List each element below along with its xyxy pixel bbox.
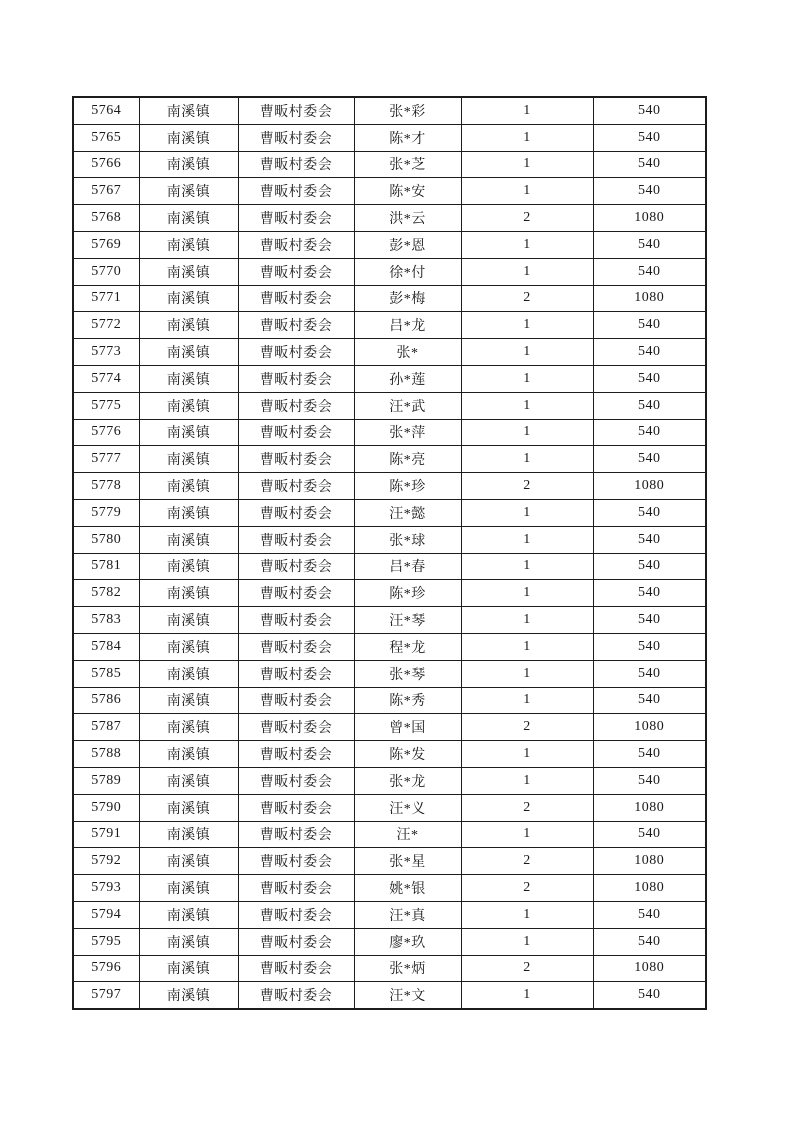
cell-village: 曹畈村委会 <box>238 928 354 955</box>
cell-town: 南溪镇 <box>139 473 238 500</box>
cell-name: 张*星 <box>354 848 461 875</box>
cell-name: 陈*秀 <box>354 687 461 714</box>
table-row <box>73 499 706 526</box>
cell-town: 南溪镇 <box>139 526 238 553</box>
cell-name: 张*芝 <box>354 151 461 178</box>
cell-name: 吕*龙 <box>354 312 461 339</box>
cell-village: 曹畈村委会 <box>238 446 354 473</box>
cell-town: 南溪镇 <box>139 580 238 607</box>
table-row <box>73 901 706 928</box>
cell-count: 1 <box>461 660 593 687</box>
cell-name: 汪*真 <box>354 901 461 928</box>
cell-id: 5780 <box>73 526 139 553</box>
cell-town: 南溪镇 <box>139 392 238 419</box>
cell-id: 5779 <box>73 499 139 526</box>
cell-amount: 540 <box>593 928 706 955</box>
cell-id: 5773 <box>73 339 139 366</box>
table-row <box>73 875 706 902</box>
cell-village: 曹畈村委会 <box>238 339 354 366</box>
cell-amount: 540 <box>593 365 706 392</box>
cell-village: 曹畈村委会 <box>238 258 354 285</box>
cell-amount: 1080 <box>593 955 706 982</box>
table-row <box>73 473 706 500</box>
cell-name: 张*炳 <box>354 955 461 982</box>
cell-village: 曹畈村委会 <box>238 419 354 446</box>
cell-village: 曹畈村委会 <box>238 365 354 392</box>
cell-id: 5768 <box>73 205 139 232</box>
cell-village: 曹畈村委会 <box>238 124 354 151</box>
cell-name: 汪*琴 <box>354 607 461 634</box>
cell-village: 曹畈村委会 <box>238 526 354 553</box>
cell-name: 彭*恩 <box>354 231 461 258</box>
table-row <box>73 580 706 607</box>
cell-name: 张*彩 <box>354 97 461 124</box>
cell-id: 5781 <box>73 553 139 580</box>
cell-town: 南溪镇 <box>139 767 238 794</box>
cell-count: 2 <box>461 875 593 902</box>
cell-name: 洪*云 <box>354 205 461 232</box>
cell-town: 南溪镇 <box>139 339 238 366</box>
cell-name: 汪*懿 <box>354 499 461 526</box>
cell-count: 1 <box>461 231 593 258</box>
cell-id: 5770 <box>73 258 139 285</box>
cell-amount: 1080 <box>593 794 706 821</box>
cell-count: 1 <box>461 741 593 768</box>
cell-count: 1 <box>461 553 593 580</box>
table-row <box>73 821 706 848</box>
cell-village: 曹畈村委会 <box>238 901 354 928</box>
cell-id: 5772 <box>73 312 139 339</box>
cell-id: 5776 <box>73 419 139 446</box>
cell-count: 1 <box>461 526 593 553</box>
cell-id: 5794 <box>73 901 139 928</box>
cell-amount: 1080 <box>593 205 706 232</box>
cell-town: 南溪镇 <box>139 419 238 446</box>
cell-town: 南溪镇 <box>139 231 238 258</box>
table-row <box>73 526 706 553</box>
cell-village: 曹畈村委会 <box>238 499 354 526</box>
cell-village: 曹畈村委会 <box>238 312 354 339</box>
table-row <box>73 392 706 419</box>
cell-town: 南溪镇 <box>139 97 238 124</box>
cell-count: 1 <box>461 97 593 124</box>
cell-amount: 540 <box>593 258 706 285</box>
cell-count: 2 <box>461 714 593 741</box>
cell-amount: 540 <box>593 580 706 607</box>
cell-count: 1 <box>461 178 593 205</box>
cell-amount: 540 <box>593 124 706 151</box>
cell-village: 曹畈村委会 <box>238 660 354 687</box>
cell-count: 1 <box>461 151 593 178</box>
cell-id: 5767 <box>73 178 139 205</box>
cell-count: 1 <box>461 633 593 660</box>
cell-id: 5791 <box>73 821 139 848</box>
table-row <box>73 607 706 634</box>
cell-name: 汪*武 <box>354 392 461 419</box>
table-row <box>73 124 706 151</box>
cell-town: 南溪镇 <box>139 741 238 768</box>
cell-amount: 540 <box>593 821 706 848</box>
cell-town: 南溪镇 <box>139 312 238 339</box>
cell-amount: 540 <box>593 982 706 1009</box>
cell-count: 1 <box>461 339 593 366</box>
cell-amount: 1080 <box>593 473 706 500</box>
cell-name: 姚*银 <box>354 875 461 902</box>
cell-id: 5778 <box>73 473 139 500</box>
cell-amount: 1080 <box>593 285 706 312</box>
cell-town: 南溪镇 <box>139 499 238 526</box>
cell-count: 1 <box>461 821 593 848</box>
table-row <box>73 97 706 124</box>
table-row <box>73 660 706 687</box>
cell-village: 曹畈村委会 <box>238 231 354 258</box>
cell-count: 2 <box>461 285 593 312</box>
subsidy-table <box>72 96 707 1010</box>
cell-id: 5790 <box>73 794 139 821</box>
cell-village: 曹畈村委会 <box>238 205 354 232</box>
cell-name: 程*龙 <box>354 633 461 660</box>
cell-amount: 540 <box>593 660 706 687</box>
cell-town: 南溪镇 <box>139 982 238 1009</box>
cell-amount: 540 <box>593 741 706 768</box>
cell-count: 2 <box>461 205 593 232</box>
table-row <box>73 687 706 714</box>
cell-village: 曹畈村委会 <box>238 285 354 312</box>
cell-amount: 1080 <box>593 848 706 875</box>
cell-town: 南溪镇 <box>139 151 238 178</box>
cell-amount: 540 <box>593 633 706 660</box>
cell-id: 5769 <box>73 231 139 258</box>
cell-amount: 540 <box>593 446 706 473</box>
cell-town: 南溪镇 <box>139 553 238 580</box>
cell-village: 曹畈村委会 <box>238 633 354 660</box>
cell-town: 南溪镇 <box>139 901 238 928</box>
cell-id: 5788 <box>73 741 139 768</box>
cell-id: 5793 <box>73 875 139 902</box>
cell-id: 5782 <box>73 580 139 607</box>
cell-name: 徐*付 <box>354 258 461 285</box>
cell-id: 5784 <box>73 633 139 660</box>
table-row <box>73 312 706 339</box>
cell-name: 张*萍 <box>354 419 461 446</box>
cell-village: 曹畈村委会 <box>238 714 354 741</box>
cell-village: 曹畈村委会 <box>238 473 354 500</box>
cell-town: 南溪镇 <box>139 794 238 821</box>
cell-count: 1 <box>461 580 593 607</box>
cell-village: 曹畈村委会 <box>238 687 354 714</box>
cell-town: 南溪镇 <box>139 660 238 687</box>
cell-count: 2 <box>461 794 593 821</box>
cell-id: 5796 <box>73 955 139 982</box>
cell-name: 孙*莲 <box>354 365 461 392</box>
cell-count: 1 <box>461 392 593 419</box>
cell-village: 曹畈村委会 <box>238 982 354 1009</box>
cell-id: 5771 <box>73 285 139 312</box>
cell-name: 陈*安 <box>354 178 461 205</box>
cell-name: 陈*才 <box>354 124 461 151</box>
table-row <box>73 285 706 312</box>
table-row <box>73 446 706 473</box>
cell-amount: 540 <box>593 312 706 339</box>
cell-count: 1 <box>461 258 593 285</box>
cell-name: 汪* <box>354 821 461 848</box>
cell-id: 5774 <box>73 365 139 392</box>
table-row <box>73 419 706 446</box>
cell-village: 曹畈村委会 <box>238 767 354 794</box>
cell-amount: 540 <box>593 151 706 178</box>
cell-name: 吕*春 <box>354 553 461 580</box>
cell-id: 5783 <box>73 607 139 634</box>
table-row <box>73 848 706 875</box>
cell-amount: 1080 <box>593 875 706 902</box>
table-row <box>73 794 706 821</box>
cell-town: 南溪镇 <box>139 205 238 232</box>
cell-name: 张* <box>354 339 461 366</box>
cell-id: 5766 <box>73 151 139 178</box>
cell-id: 5789 <box>73 767 139 794</box>
cell-id: 5765 <box>73 124 139 151</box>
cell-amount: 540 <box>593 392 706 419</box>
cell-town: 南溪镇 <box>139 714 238 741</box>
cell-town: 南溪镇 <box>139 687 238 714</box>
table-row <box>73 151 706 178</box>
cell-town: 南溪镇 <box>139 365 238 392</box>
cell-count: 1 <box>461 419 593 446</box>
cell-name: 汪*义 <box>354 794 461 821</box>
cell-village: 曹畈村委会 <box>238 607 354 634</box>
cell-town: 南溪镇 <box>139 955 238 982</box>
cell-village: 曹畈村委会 <box>238 553 354 580</box>
cell-count: 1 <box>461 982 593 1009</box>
table-row <box>73 178 706 205</box>
cell-name: 曾*国 <box>354 714 461 741</box>
cell-count: 1 <box>461 124 593 151</box>
cell-village: 曹畈村委会 <box>238 178 354 205</box>
cell-amount: 540 <box>593 339 706 366</box>
cell-count: 2 <box>461 473 593 500</box>
cell-village: 曹畈村委会 <box>238 848 354 875</box>
table-row <box>73 231 706 258</box>
cell-count: 1 <box>461 312 593 339</box>
cell-count: 1 <box>461 928 593 955</box>
table-row <box>73 205 706 232</box>
cell-name: 廖*玖 <box>354 928 461 955</box>
cell-village: 曹畈村委会 <box>238 875 354 902</box>
cell-count: 1 <box>461 901 593 928</box>
cell-village: 曹畈村委会 <box>238 741 354 768</box>
cell-village: 曹畈村委会 <box>238 392 354 419</box>
cell-amount: 540 <box>593 499 706 526</box>
cell-amount: 540 <box>593 231 706 258</box>
cell-id: 5785 <box>73 660 139 687</box>
cell-amount: 540 <box>593 419 706 446</box>
table-row <box>73 553 706 580</box>
cell-id: 5795 <box>73 928 139 955</box>
cell-amount: 540 <box>593 607 706 634</box>
cell-town: 南溪镇 <box>139 607 238 634</box>
cell-count: 1 <box>461 607 593 634</box>
cell-id: 5786 <box>73 687 139 714</box>
cell-town: 南溪镇 <box>139 178 238 205</box>
cell-id: 5797 <box>73 982 139 1009</box>
cell-name: 陈*亮 <box>354 446 461 473</box>
cell-count: 1 <box>461 365 593 392</box>
cell-town: 南溪镇 <box>139 821 238 848</box>
cell-amount: 540 <box>593 687 706 714</box>
table-body <box>73 97 706 1009</box>
cell-town: 南溪镇 <box>139 848 238 875</box>
cell-id: 5787 <box>73 714 139 741</box>
cell-amount: 540 <box>593 526 706 553</box>
table-row <box>73 928 706 955</box>
cell-count: 2 <box>461 848 593 875</box>
cell-village: 曹畈村委会 <box>238 97 354 124</box>
cell-town: 南溪镇 <box>139 258 238 285</box>
cell-amount: 540 <box>593 767 706 794</box>
cell-id: 5764 <box>73 97 139 124</box>
cell-name: 陈*珍 <box>354 580 461 607</box>
cell-count: 1 <box>461 687 593 714</box>
table-row <box>73 258 706 285</box>
cell-id: 5775 <box>73 392 139 419</box>
cell-village: 曹畈村委会 <box>238 821 354 848</box>
cell-name: 陈*发 <box>354 741 461 768</box>
cell-id: 5777 <box>73 446 139 473</box>
cell-village: 曹畈村委会 <box>238 151 354 178</box>
cell-town: 南溪镇 <box>139 124 238 151</box>
cell-village: 曹畈村委会 <box>238 955 354 982</box>
table-row <box>73 714 706 741</box>
cell-town: 南溪镇 <box>139 875 238 902</box>
cell-amount: 540 <box>593 553 706 580</box>
table-row <box>73 955 706 982</box>
cell-town: 南溪镇 <box>139 446 238 473</box>
cell-town: 南溪镇 <box>139 633 238 660</box>
table-row <box>73 741 706 768</box>
cell-count: 1 <box>461 767 593 794</box>
cell-amount: 540 <box>593 901 706 928</box>
table-row <box>73 633 706 660</box>
table-row <box>73 339 706 366</box>
cell-name: 汪*文 <box>354 982 461 1009</box>
cell-name: 张*琴 <box>354 660 461 687</box>
cell-amount: 540 <box>593 178 706 205</box>
table-row <box>73 982 706 1009</box>
cell-amount: 1080 <box>593 714 706 741</box>
cell-village: 曹畈村委会 <box>238 580 354 607</box>
cell-id: 5792 <box>73 848 139 875</box>
cell-name: 张*龙 <box>354 767 461 794</box>
cell-town: 南溪镇 <box>139 285 238 312</box>
cell-town: 南溪镇 <box>139 928 238 955</box>
cell-amount: 540 <box>593 97 706 124</box>
cell-name: 彭*梅 <box>354 285 461 312</box>
cell-count: 2 <box>461 955 593 982</box>
cell-name: 张*球 <box>354 526 461 553</box>
cell-count: 1 <box>461 499 593 526</box>
table-row <box>73 365 706 392</box>
cell-name: 陈*珍 <box>354 473 461 500</box>
table-row <box>73 767 706 794</box>
cell-village: 曹畈村委会 <box>238 794 354 821</box>
cell-count: 1 <box>461 446 593 473</box>
